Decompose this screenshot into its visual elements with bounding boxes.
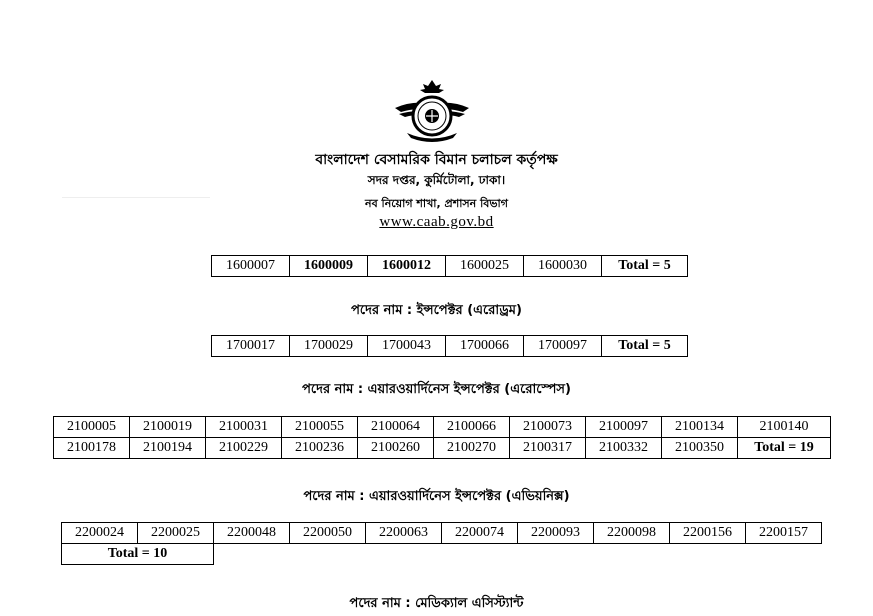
roll-cell: 2200048 [214,523,290,544]
roll-cell: 2100236 [282,438,358,459]
table-row [54,417,831,438]
table-row [54,438,831,459]
roll-cell: 2200093 [518,523,594,544]
roll-cell: 2200074 [442,523,518,544]
roll-cell: 2200025 [138,523,214,544]
roll-cell: 2100350 [662,438,738,459]
organization-name: বাংলাদেশ বেসামরিক বিমান চলাচল কর্তৃপক্ষ [315,152,558,168]
roll-table-3 [53,416,831,459]
roll-table-1 [211,255,688,277]
roll-cell: 1600007 [212,256,290,277]
roll-cell: 2200024 [62,523,138,544]
roll-cell: 2100019 [130,417,206,438]
roll-cell: 1600030 [524,256,602,277]
total-cell: Total = 19 [738,438,831,459]
roll-cell: 2100097 [586,417,662,438]
roll-cell: 2100005 [54,417,130,438]
table-row [62,544,822,565]
website-link[interactable]: www.caab.gov.bd [379,214,494,230]
roll-table-2 [211,335,688,357]
caab-emblem-logo [393,78,471,144]
roll-cell: 2100073 [510,417,586,438]
roll-cell: 2100317 [510,438,586,459]
roll-table-4 [61,522,822,565]
table-row [212,336,688,357]
roll-cell: 1700043 [368,336,446,357]
post-name-heading: পদের নাম : এয়ারওয়ার্দিনেস ইন্সপেক্টর (এরোস্পেস) [302,382,571,397]
total-cell: Total = 10 [62,544,214,565]
roll-cell: 1700017 [212,336,290,357]
roll-cell: 2100140 [738,417,831,438]
faint-divider [62,197,210,198]
roll-cell: 2200063 [366,523,442,544]
roll-cell: 1700097 [524,336,602,357]
roll-cell: 1700029 [290,336,368,357]
roll-cell: 2100031 [206,417,282,438]
roll-cell: 2100260 [358,438,434,459]
roll-cell: 2100178 [54,438,130,459]
roll-cell: 1600012 [368,256,446,277]
roll-cell: 2100229 [206,438,282,459]
roll-cell: 2100066 [434,417,510,438]
roll-cell: 2200050 [290,523,366,544]
organization-address: সদর দপ্তর, কুর্মিটোলা, ঢাকা। [367,173,506,187]
roll-cell: 2100064 [358,417,434,438]
total-cell: Total = 5 [602,336,688,357]
website-text [0,214,873,231]
roll-cell: 2100270 [434,438,510,459]
roll-cell: 2200098 [594,523,670,544]
roll-cell: 2200157 [746,523,822,544]
roll-cell: 2100055 [282,417,358,438]
post-name-heading: পদের নাম : এয়ারওয়ার্দিনেস ইন্সপেক্টর (এভিয়নিক্স) [303,489,570,504]
roll-cell: 2100134 [662,417,738,438]
roll-cell: 2100194 [130,438,206,459]
roll-cell: 1600025 [446,256,524,277]
table-row [212,256,688,277]
department-name: নব নিয়োগ শাখা, প্রশাসন বিভাগ [365,197,508,210]
table-row [62,523,822,544]
total-cell: Total = 5 [602,256,688,277]
roll-cell: 2200156 [670,523,746,544]
roll-cell: 1600009 [290,256,368,277]
roll-cell: 2100332 [586,438,662,459]
roll-cell: 1700066 [446,336,524,357]
post-name-heading: পদের নাম : ইন্সপেক্টর (এরোড্রম) [351,303,522,318]
empty-cell [214,544,822,565]
post-name-heading: পদের নাম : মেডিক্যাল এসিস্ট্যান্ট [349,596,524,611]
